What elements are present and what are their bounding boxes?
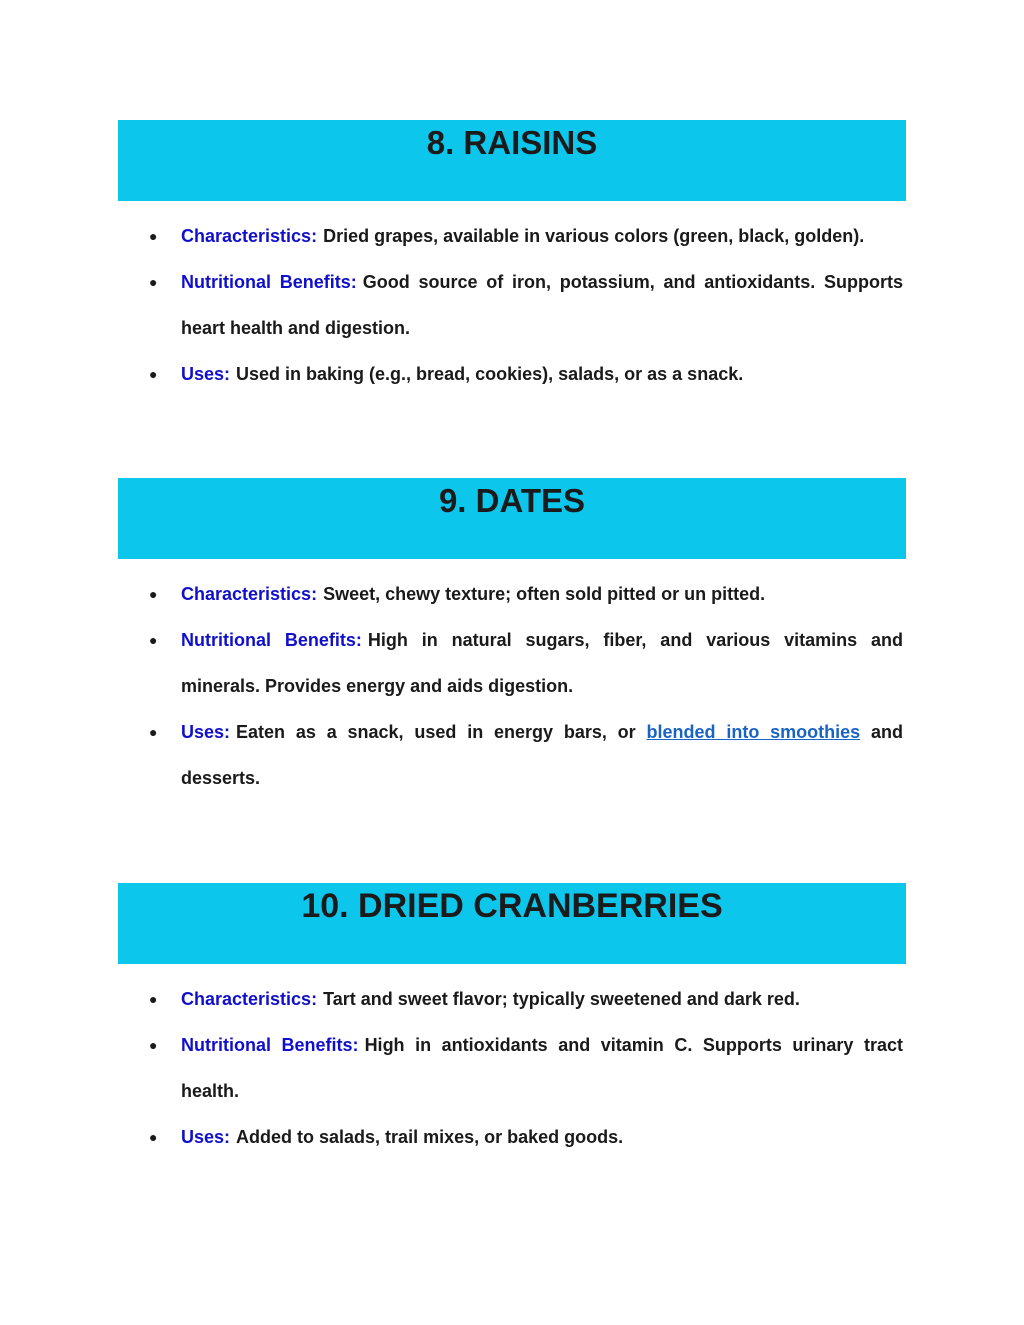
item-text: Used in baking (e.g., bread, cookies), salads, or as a snack. [236, 364, 744, 384]
raisins-list [118, 213, 906, 397]
list-item [118, 617, 906, 709]
bullet-icon: ● [149, 228, 158, 244]
section-heading: 10. DRIED CRANBERRIES [301, 887, 723, 925]
list-item [118, 259, 906, 351]
list-item [118, 709, 906, 801]
bullet-icon: ● [149, 1129, 158, 1145]
section-banner-dried-cranberries [118, 883, 906, 964]
item-text: Added to salads, trail mixes, or baked goods. [236, 1127, 624, 1147]
list-item [118, 1114, 906, 1160]
bullet-icon: ● [149, 1037, 158, 1053]
list-item [118, 213, 906, 259]
bullet-icon: ● [149, 632, 158, 648]
item-label: Uses: [181, 722, 231, 742]
list-item [118, 1022, 906, 1114]
section-heading: 9. DATES [438, 482, 586, 519]
cranberries-list [118, 976, 906, 1160]
item-label: Nutritional Benefits: [181, 630, 362, 650]
section-heading: 8. RAISINS [426, 124, 598, 161]
smoothies-link[interactable]: blended into smoothies [646, 722, 861, 742]
item-text: Good source of iron, potassium, and antioxidants. Supports heart health and digestion. [181, 272, 903, 338]
item-text: Sweet, chewy texture; often sold pitted or un pitted. [323, 584, 766, 604]
list-item [118, 351, 906, 397]
bullet-icon: ● [149, 991, 158, 1007]
item-text-after: and desserts. [181, 722, 903, 788]
bullet-icon: ● [149, 274, 158, 290]
item-text: High in natural sugars, fiber, and various vitamins and minerals. Provides energy and aids digestion. [181, 630, 903, 696]
item-label: Characteristics: [181, 584, 318, 604]
bullet-icon: ● [149, 366, 158, 382]
item-label: Uses: [181, 1127, 231, 1147]
item-text: Tart and sweet flavor; typically sweetened and dark red. [323, 989, 800, 1009]
section-banner-raisins [118, 120, 906, 201]
section-banner-dates [118, 478, 906, 559]
list-item [118, 976, 906, 1022]
item-label: Uses: [181, 364, 231, 384]
dates-list [118, 571, 906, 801]
item-label: Characteristics: [181, 989, 318, 1009]
item-text: Dried grapes, available in various colors (green, black, golden). [323, 226, 865, 246]
bullet-icon: ● [149, 586, 158, 602]
item-text: High in antioxidants and vitamin C. Supports urinary tract health. [181, 1035, 903, 1101]
list-item [118, 571, 906, 617]
item-label: Characteristics: [181, 226, 318, 246]
bullet-icon: ● [149, 724, 158, 740]
item-label: Nutritional Benefits: [181, 272, 357, 292]
item-text-before: Eaten as a snack, used in energy bars, or [236, 722, 636, 742]
item-label: Nutritional Benefits: [181, 1035, 359, 1055]
